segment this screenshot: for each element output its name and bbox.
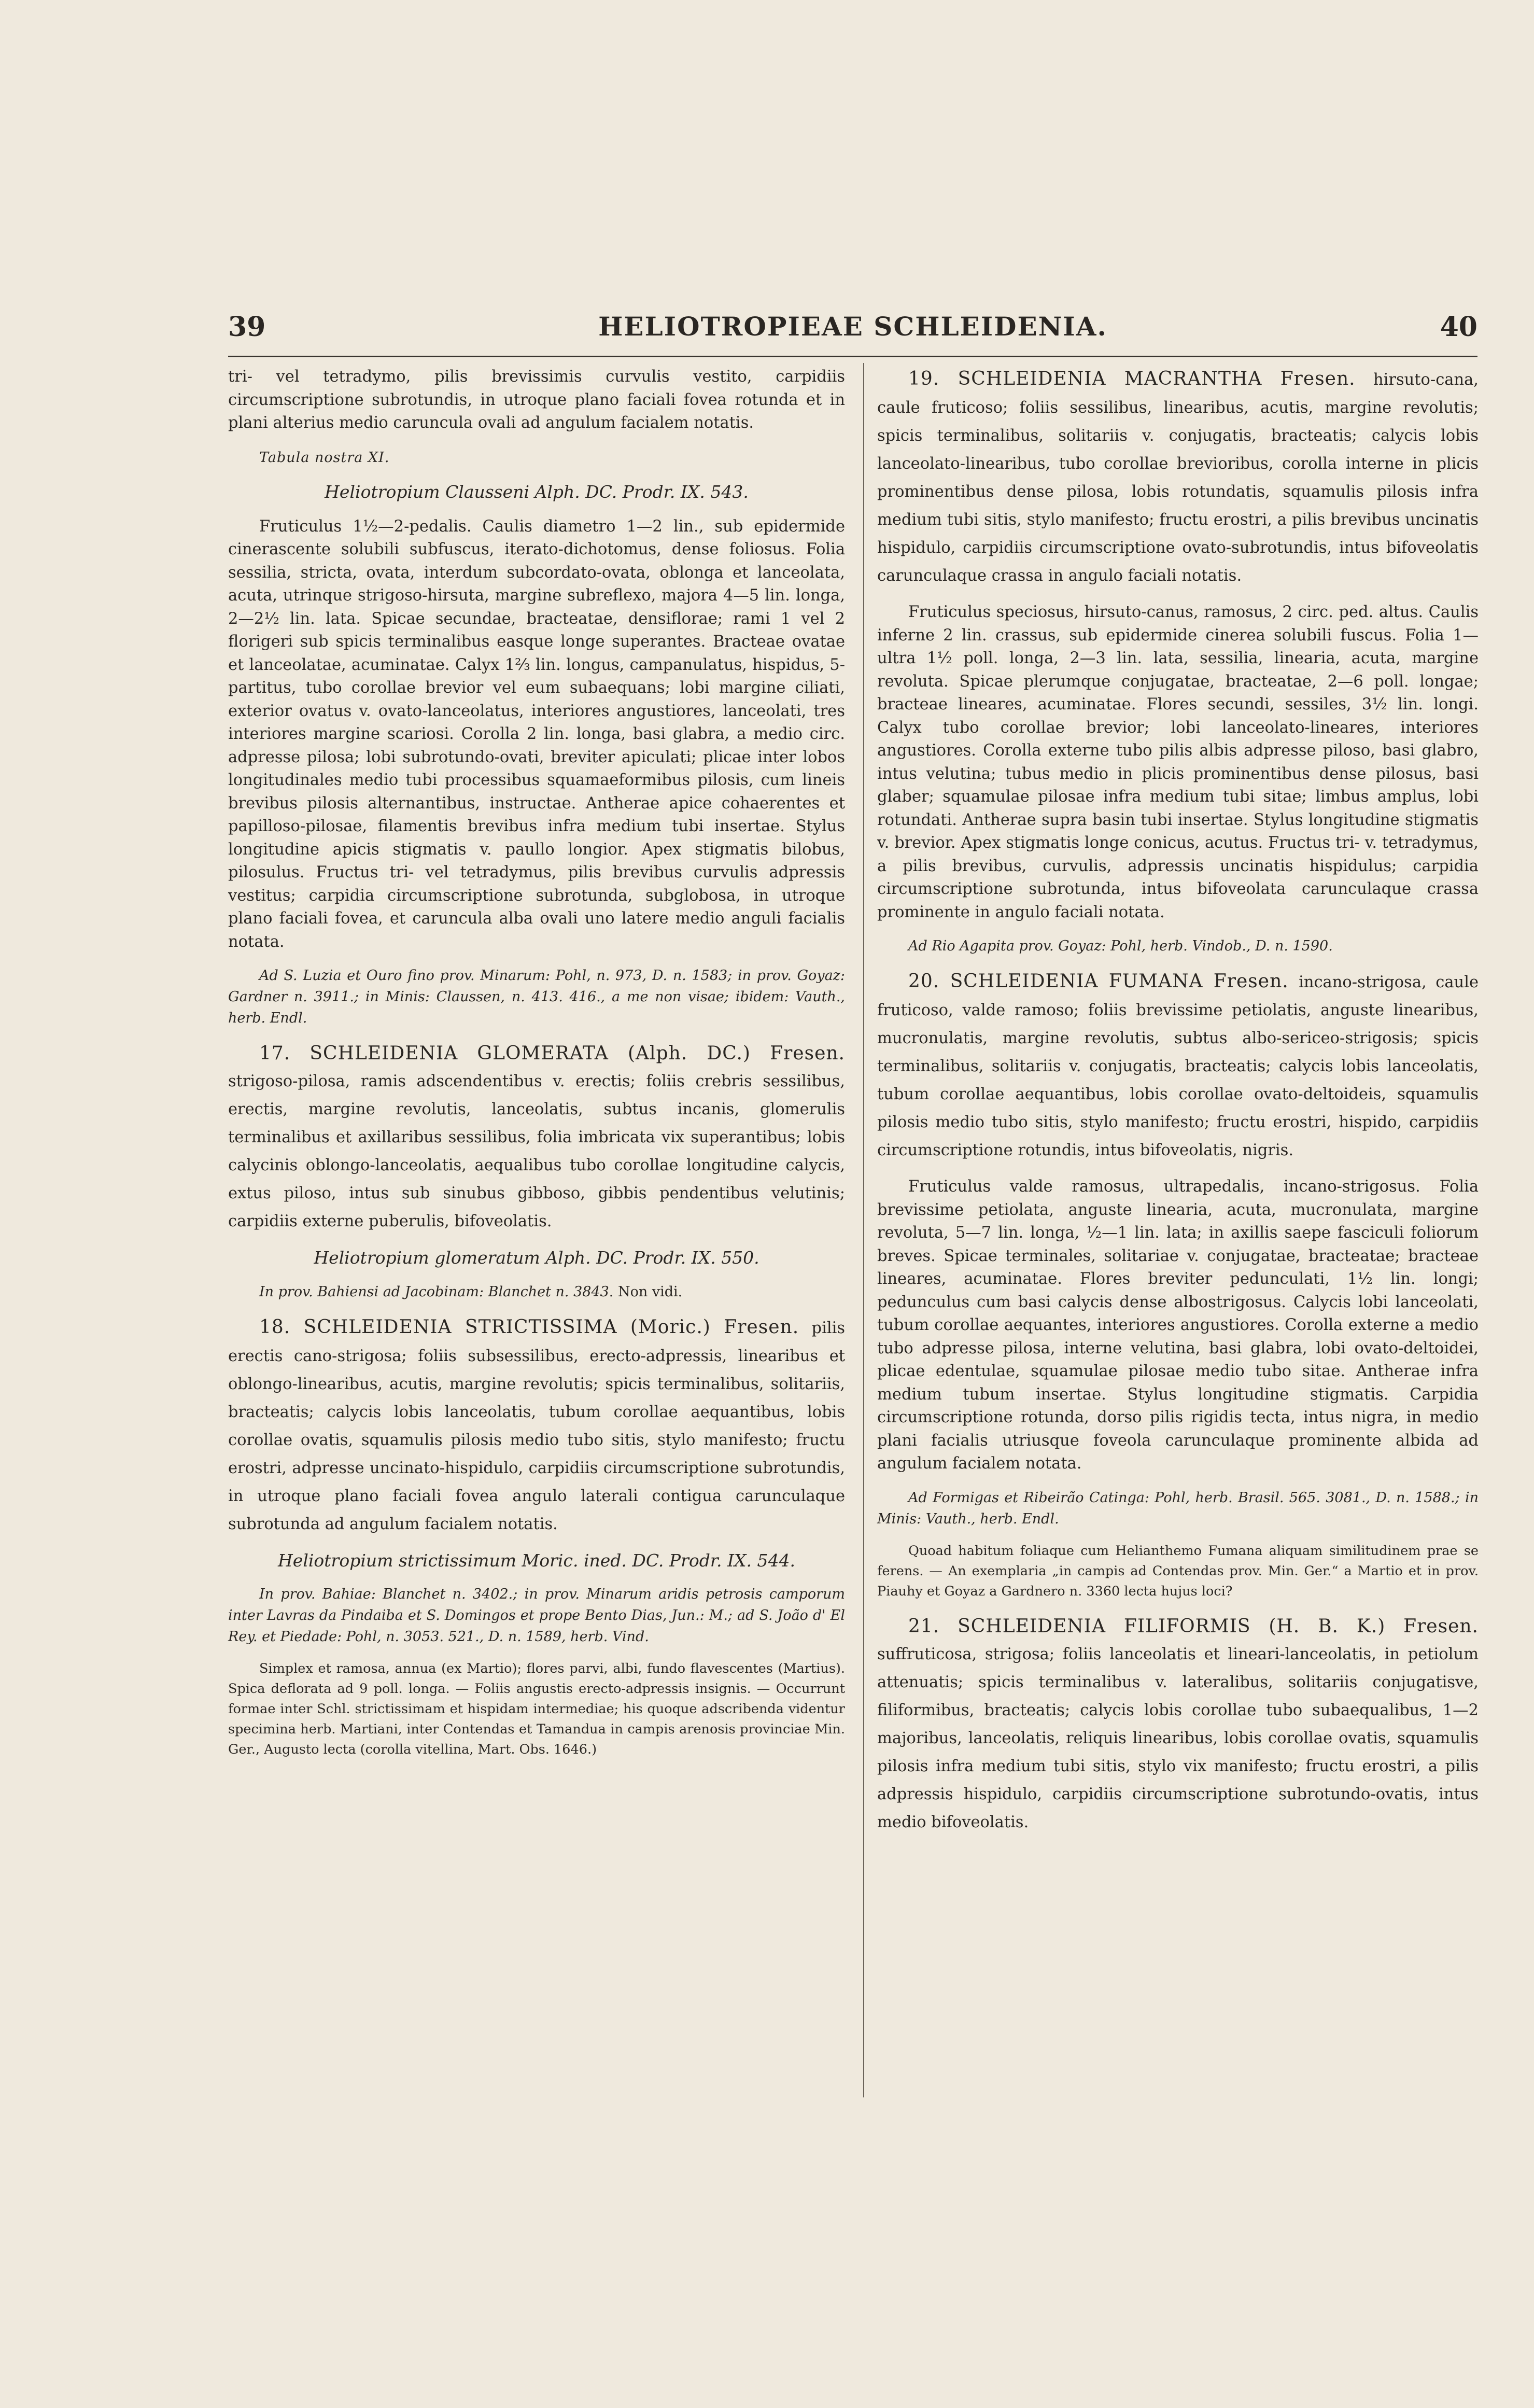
intro-paragraph: tri- vel tetradymo, pilis brevissimis curvulis vestito, carpidiis circumscriptione subrotundis, in utroque plano faciali fovea rotunda et in plani alterius medio caruncula ovali ad angulum facialem notatis. — [228, 368, 845, 432]
note-18: Simplex et ramosa, annua (ex Martio); flores parvi, albi, fundo flavescentes (Martius). Spica deflorata ad 9 poll. longa. — Foliis angustis erecto-adpressis insignis. — Occurrunt formae inter Schl. strictissimam et hispidam intermediae; his quoque adscribenda videntur specimina herb. Martiani, inter Contendas et Tamandua in campis arenosis provinciae Min. Ger., Augusto lecta (corolla vitellina, Mart. Obs. 1646.) — [228, 1661, 845, 1757]
locality-20: Ad Formigas et Ribeirão Catinga: Pohl, herb. Brasil. 565. 3081., D. n. 1588.; in Minis: Vauth., herb. Endl. — [877, 1489, 1479, 1527]
description-20: Fruticulus valde ramosus, ultrapedalis, incano-strigosus. Folia brevissime petiolata, anguste linearia, acuta, mucronulata, margine revoluta, 5—7 lin. longa, ½—1 lin. lata; in axillis saepe fasciculi foliorum breves. Spicae terminales, solitariae v. conjugatae, bracteatae; bracteae lineares, acuminatae. Flores breviter pedunculati, 1½ lin. longi; pedunculus cum basi calycis dense albostrigosus. Calycis lobi lanceolati, tubum corollae aequantes, interiores angustiores. Corolla externe a medio tubo adpresse pilosa, interne velutina, basi glabra, lobi ovato-deltoidei, plicae edentulae, squamulae pilosae medio tubo sitae. Antherae infra medium tubum insertae. Stylus longitudine stigmatis. Carpidia circumscriptione rotunda, dorso pilis rigidis tecta, intus nigra, in medio plani facialis utriusque foveola carunculaque prominente albida ad angulum facialem notata. — [877, 1178, 1479, 1473]
synonym-strictissimum: Heliotropium strictissimum Moric. ined. DC. Prodr. IX. 544. — [278, 1550, 795, 1571]
locality-18: In prov. Bahiae: Blanchet n. 3402.; in prov. Minarum aridis petrosis camporum inter Lavras da Pindaiba et S. Domingos et prope Bento Dias, Jun.: M.; ad S. João d' El Rey. et Piedade: Pohl, n. 3053. 521., D. n. 1589, herb. Vind. — [228, 1586, 845, 1645]
tabula-reference: Tabula nostra XI. — [259, 449, 390, 466]
page-number-right: 40 — [1440, 311, 1477, 343]
species-20-diagnosis: incano-strigosa, caule fruticoso, valde ramoso; foliis brevissime petiolatis, anguste linearibus, mucronulatis, margine revolutis, subtus albo-sericeo-strigosis; spicis terminalibus, solitariis v. conjugatis, bracteatis; calycis lobis lanceolatis, tubum corollae aequantibus, lobis corollae ovato-deltoideis, squamulis pilosis medio tubo sitis, stylo manifesto; fructu erostri, hispido, carpidiis circumscriptione rotundis, intus bifoveolatis, nigris. — [877, 973, 1479, 1159]
left-column — [228, 366, 845, 1771]
locality-16: Ad S. Luzia et Ouro fino prov. Minarum: Pohl, n. 973, D. n. 1583; in prov. Goyaz: Gardner n. 3911.; in Minis: Claussen, n. 413. 416., a me non visae; ibidem: Vauth., herb. Endl. — [228, 968, 845, 1026]
species-18 — [228, 1314, 845, 1538]
running-title: HELIOTROPIEAE SCHLEIDENIA. — [598, 311, 1107, 342]
species-21 — [877, 1613, 1479, 1836]
description-16: Fruticulus 1½—2-pedalis. Caulis diametro 1—2 lin., sub epidermide cinerascente solubili subfuscus, iterato-dichotomus, dense foliosus. Folia sessilia, stricta, ovata, interdum subcordato-ovata, oblonga et lanceolata, acuta, utrinque strigoso-hirsuta, margine subreflexo, majora 4—5 lin. longa, 2—2½ lin. lata. Spicae secundae, bracteatae, densiflorae; rami 1 vel 2 florigeri sub spicis terminalibus easque longe superantes. Bracteae ovatae et lanceolatae, acuminatae. Calyx 1⅔ lin. longus, campanulatus, hispidus, 5-partitus, tubo corollae brevior vel eum subaequans; lobi margine ciliati, exterior ovatus v. ovato-lanceolatus, interiores angustiores, lanceolati, tres interiores margine scariosi. Corolla 2 lin. longa, basi glabra, a medio circ. adpresse pilosa; lobi subrotundo-ovati, breviter apiculati; plicae inter lobos longitudinales medio tubi processibus squamaeformibus pilosis, cum lineis brevibus pilosis alternantibus, instructae. Antherae apice cohaerentes et papilloso-pilosae, filamentis brevibus infra medium tubi insertae. Stylus longitudine apicis stigmatis v. paullo longior. Apex stigmatis bilobus, pilosulus. Fructus tri- vel tetradymus, pilis brevibus curvulis adpressis vestitus; carpidia circumscriptione subrotunda, subglobosa, in utroque plano faciali fovea, et caruncula alba ovali uno latere medio anguli facialis notata. — [228, 517, 845, 951]
note-20: Quoad habitum foliaque cum Helianthemo Fumana aliquam similitudinem prae se ferens. — An exemplaria „in campis ad Contendas prov. Min. Ger.“ a Martio et in prov. Piauhy et Goyaz a Gardnero n. 3360 lecta hujus loci? — [877, 1543, 1479, 1599]
right-column — [877, 366, 1479, 1847]
locality-19: Ad Rio Agapita prov. Goyaz: Pohl, herb. Vindob., D. n. 1590. — [908, 938, 1333, 954]
species-19 — [877, 366, 1479, 590]
synonym-glomeratum: Heliotropium glomeratum Alph. DC. Prodr. IX. 550. — [314, 1248, 759, 1268]
description-19: Fruticulus speciosus, hirsuto-canus, ramosus, 2 circ. ped. altus. Caulis inferne 2 lin. crassus, sub epidermide cinerea solubili fuscus. Folia 1— ultra 1½ poll. longa, 2—3 lin. lata, sessilia, linearia, acuta, margine revoluta. Spicae plerumque conjugatae, bracteatae, 2—6 poll. longae; bracteae lineares, acuminatae. Flores secundi, sessiles, 3½ lin. longi. Calyx tubo corollae brevior; lobi lanceolato-lineares, interiores angustiores. Corolla externe tubo pilis albis adpresse piloso, basi glabro, intus velutina; tubus medio in plicis prominentibus dense pilosus, basi glaber; squamulae pilosae infra medium tubi sitae; limbus amplus, lobi rotundati. Antherae supra basin tubi insertae. Stylus longitudine stigmatis v. brevior. Apex stigmatis longe conicus, acutus. Fructus tri- v. tetradymus, a pilis brevibus, curvulis, adpressis uncinatis hispidulus; carpidia circumscriptione subrotunda, intus bifoveolata carunculaque crassa prominente in angulo faciali notata. — [877, 603, 1479, 921]
locality-17 — [228, 1281, 845, 1303]
locality-17-text: In prov. Bahiensi ad Jacobinam: Blanchet n. 3843. — [259, 1283, 614, 1300]
species-21-diagnosis: suffruticosa, strigosa; foliis lanceolatis et lineari-lanceolatis, in petiolum attenuatis; spicis terminalibus v. lateralibus, solitariis conjugatisve, filiformibus, bracteatis; calycis lobis corollae tubo subaequalibus, 1—2 majoribus, lanceolatis, reliquis linearibus, lobis corollae ovatis, squamulis pilosis infra medium tubi sitis, stylo vix manifesto; fructu erostri, a pilis adpressis hispidulo, carpidiis circumscriptione subrotundo-ovatis, intus medio bifoveolatis. — [877, 1645, 1479, 1831]
synonym-clausseni: Heliotropium Clausseni Alph. DC. Prodr. IX. 543. — [325, 482, 749, 502]
locality-17-note: Non vidi. — [617, 1283, 683, 1300]
species-19-diagnosis: hirsuto-cana, caule fruticoso; foliis sessilibus, linearibus, acutis, margine revolutis; spicis terminalibus, solitariis v. conjugatis, bracteatis; calycis lobis lanceolato-linearibus, tubo corollae brevioribus, corolla interne in plicis prominentibus dense pilosa, lobis rotundatis, squamulis pilosis infra medium tubi sitis, stylo manifesto; fructu erostri, a pilis brevibus uncinatis hispidulo, carpidiis circumscriptione ovato-subrotundis, intus bifoveolatis carunculaque crassa in angulo faciali notatis. — [877, 371, 1479, 585]
species-18-diagnosis: pilis erectis cano-strigosa; foliis subsessilibus, erecto-adpressis, linearibus et oblongo-linearibus, acutis, margine revolutis; spicis terminalibus, solitariis, bracteatis; calycis lobis lanceolatis, tubum corollae aequantibus, lobis corollae ovatis, squamulis pilosis medio tubo sitis, stylo manifesto; fructu erostri, adpresse uncinato-hispidulo, carpidiis circumscriptione subrotundis, in utroque plano faciali fovea angulo laterali contigua carunculaque subrotunda ad angulum facialem notatis. — [228, 1319, 845, 1533]
species-17 — [228, 1040, 845, 1235]
species-17-title: 17. SCHLEIDENIA GLOMERATA (Alph. DC.) Fresen. — [259, 1043, 845, 1064]
running-header — [228, 311, 1477, 353]
species-20 — [877, 968, 1479, 1164]
species-17-diagnosis: strigoso-pilosa, ramis adscendentibus v. erectis; foliis crebris sessilibus, erectis, margine revolutis, lanceolatis, subtus incanis, glomerulis terminalibus et axillaribus sessilibus, folia imbricata vix superantibus; lobis calycinis oblongo-lanceolatis, aequalibus tubo corollae longitudine calycis, extus piloso, intus sub sinubus gibboso, gibbis pendentibus velutinis; carpidiis externe puberulis, bifoveolatis. — [228, 1072, 845, 1230]
column-divider — [863, 363, 864, 2097]
species-19-title: 19. SCHLEIDENIA MACRANTHA Fresen. — [908, 368, 1356, 389]
species-21-title: 21. SCHLEIDENIA FILIFORMIS (H. B. K.) Fresen. — [908, 1615, 1479, 1637]
species-20-title: 20. SCHLEIDENIA FUMANA Fresen. — [908, 971, 1289, 992]
species-18-title: 18. SCHLEIDENIA STRICTISSIMA (Moric.) Fresen. — [259, 1316, 799, 1338]
page-number-left: 39 — [228, 311, 266, 343]
header-rule — [228, 356, 1477, 357]
